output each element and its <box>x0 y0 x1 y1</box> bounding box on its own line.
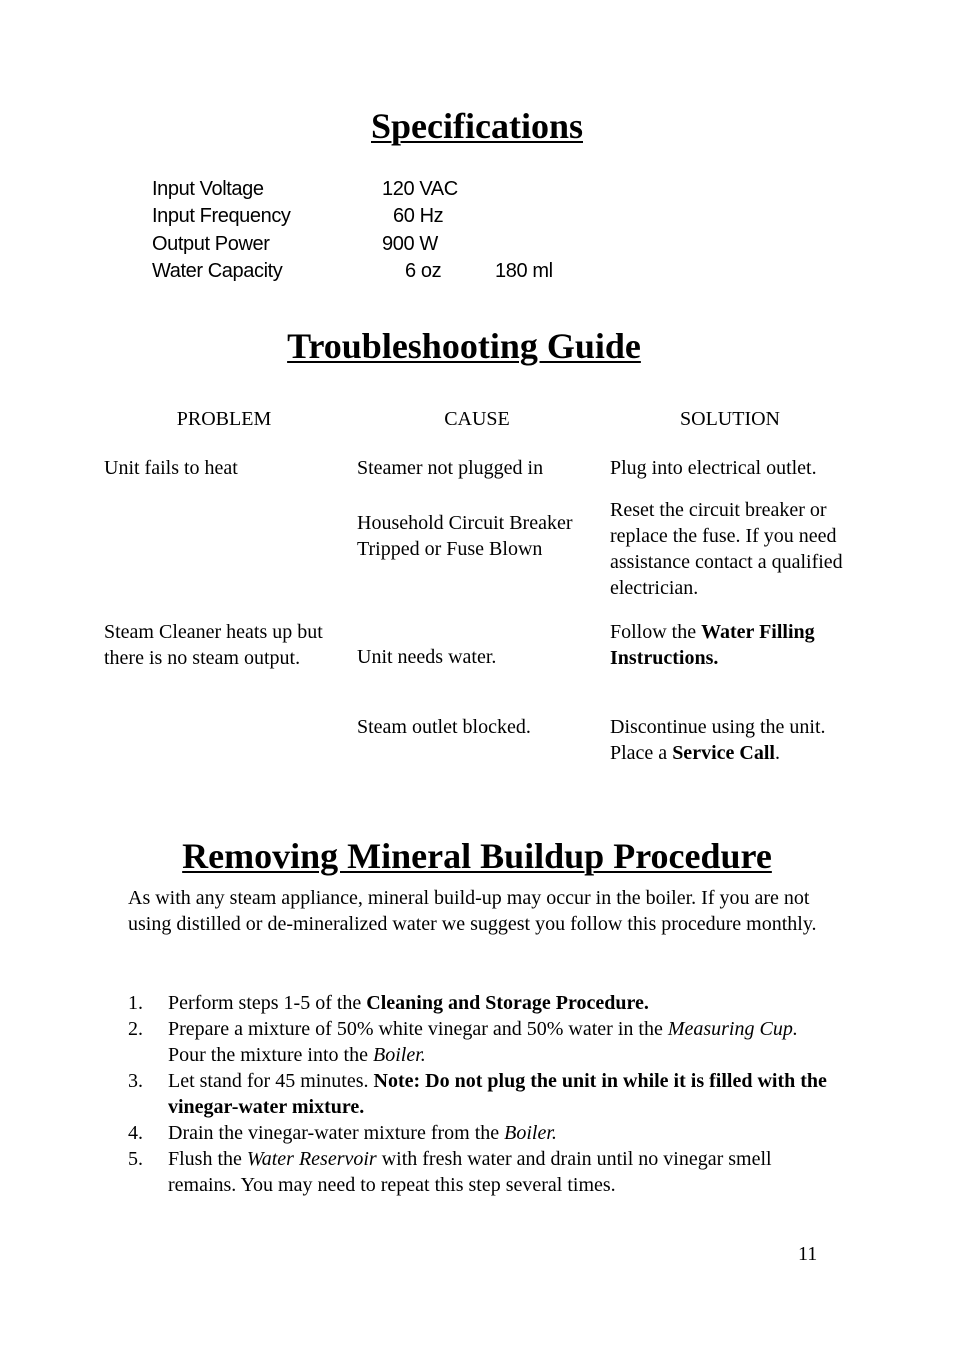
row1-cause: Steamer not plugged in <box>357 457 544 479</box>
row4-solution-end: . <box>774 742 780 764</box>
header-problem: PROBLEM <box>176 408 272 430</box>
row3-solution <box>610 619 860 671</box>
step-text: Prepare a mixture of 50% white vinegar and 50% water in the <box>168 1018 668 1040</box>
step-item <box>128 1146 828 1198</box>
step-text: Let stand for 45 minutes. <box>168 1070 374 1092</box>
step-text: Perform steps 1-5 of the <box>168 992 367 1014</box>
step-number: 1. <box>128 992 143 1014</box>
water-filling-instructions-ref: Water Filling Instructions. <box>610 621 815 669</box>
step-number: 4. <box>128 1122 143 1144</box>
row4-solution-text: Discontinue using the unit. Place a <box>610 716 826 764</box>
step-item <box>128 1068 828 1120</box>
header-cause: CAUSE <box>444 408 510 430</box>
row3-cause: Unit needs water. <box>357 646 497 668</box>
step-italic: Measuring Cup. <box>667 1018 798 1040</box>
header-solution: SOLUTION <box>680 408 780 430</box>
service-call-ref: Service Call <box>672 742 775 764</box>
page-number: 11 <box>798 1243 818 1265</box>
row1-problem: Unit fails to heat <box>104 457 238 479</box>
troubleshooting-title: Troubleshooting Guide <box>287 326 641 366</box>
step-item <box>128 1016 828 1068</box>
step-text: with fresh water and drain until no vinegar smell remains. You may need to repeat this step several times. <box>168 1148 772 1196</box>
spec-label-water-capacity: Water Capacity <box>152 260 283 282</box>
step-item <box>128 1120 828 1146</box>
mineral-steps <box>128 990 828 1198</box>
spec-value-input-voltage: 120 VAC <box>382 178 458 200</box>
row4-cause: Steam outlet blocked. <box>357 716 531 738</box>
step-number: 2. <box>128 1018 143 1040</box>
step-bold: Note: Do not plug the unit in while it is filled with the vinegar-water mixture. <box>168 1070 827 1118</box>
row4-solution <box>610 714 860 766</box>
row2-cause: Household Circuit Breaker Tripped or Fuse Blown <box>357 512 573 560</box>
spec-label-input-voltage: Input Voltage <box>152 178 264 200</box>
step-italic: Boiler. <box>504 1122 557 1144</box>
spec-label-input-frequency: Input Frequency <box>152 205 291 227</box>
spec-label-output-power: Output Power <box>152 233 270 255</box>
step-number: 3. <box>128 1070 143 1092</box>
specifications-title: Specifications <box>371 106 583 146</box>
mineral-intro: As with any steam appliance, mineral build-up may occur in the boiler. If you are not using distilled or de-mineralized water we suggest you follow this procedure monthly. <box>128 887 817 935</box>
step-text: Pour the mixture into the <box>168 1044 373 1066</box>
row3-solution-text: Follow the <box>610 621 702 643</box>
mineral-title: Removing Mineral Buildup Procedure <box>182 836 772 876</box>
row1-solution: Plug into electrical outlet. <box>610 457 817 479</box>
step-item <box>128 990 828 1016</box>
step-number: 5. <box>128 1148 143 1170</box>
row2-solution: Reset the circuit breaker or replace the fuse. If you need assistance contact a qualified electrician. <box>610 499 843 599</box>
spec-value-water-capacity-ml: 180 ml <box>495 260 553 282</box>
spec-value-water-capacity: 6 oz <box>405 260 442 282</box>
step-bold: Cleaning and Storage Procedure. <box>366 992 649 1014</box>
step-italic: Water Reservoir <box>246 1148 377 1170</box>
step-italic: Boiler. <box>372 1044 426 1066</box>
row3-problem: Steam Cleaner heats up but there is no steam output. <box>104 621 323 669</box>
step-text: Drain the vinegar-water mixture from the <box>168 1122 505 1144</box>
spec-value-output-power: 900 W <box>382 233 438 255</box>
spec-value-input-frequency: 60 Hz <box>393 205 444 227</box>
step-text: Flush the <box>168 1148 247 1170</box>
